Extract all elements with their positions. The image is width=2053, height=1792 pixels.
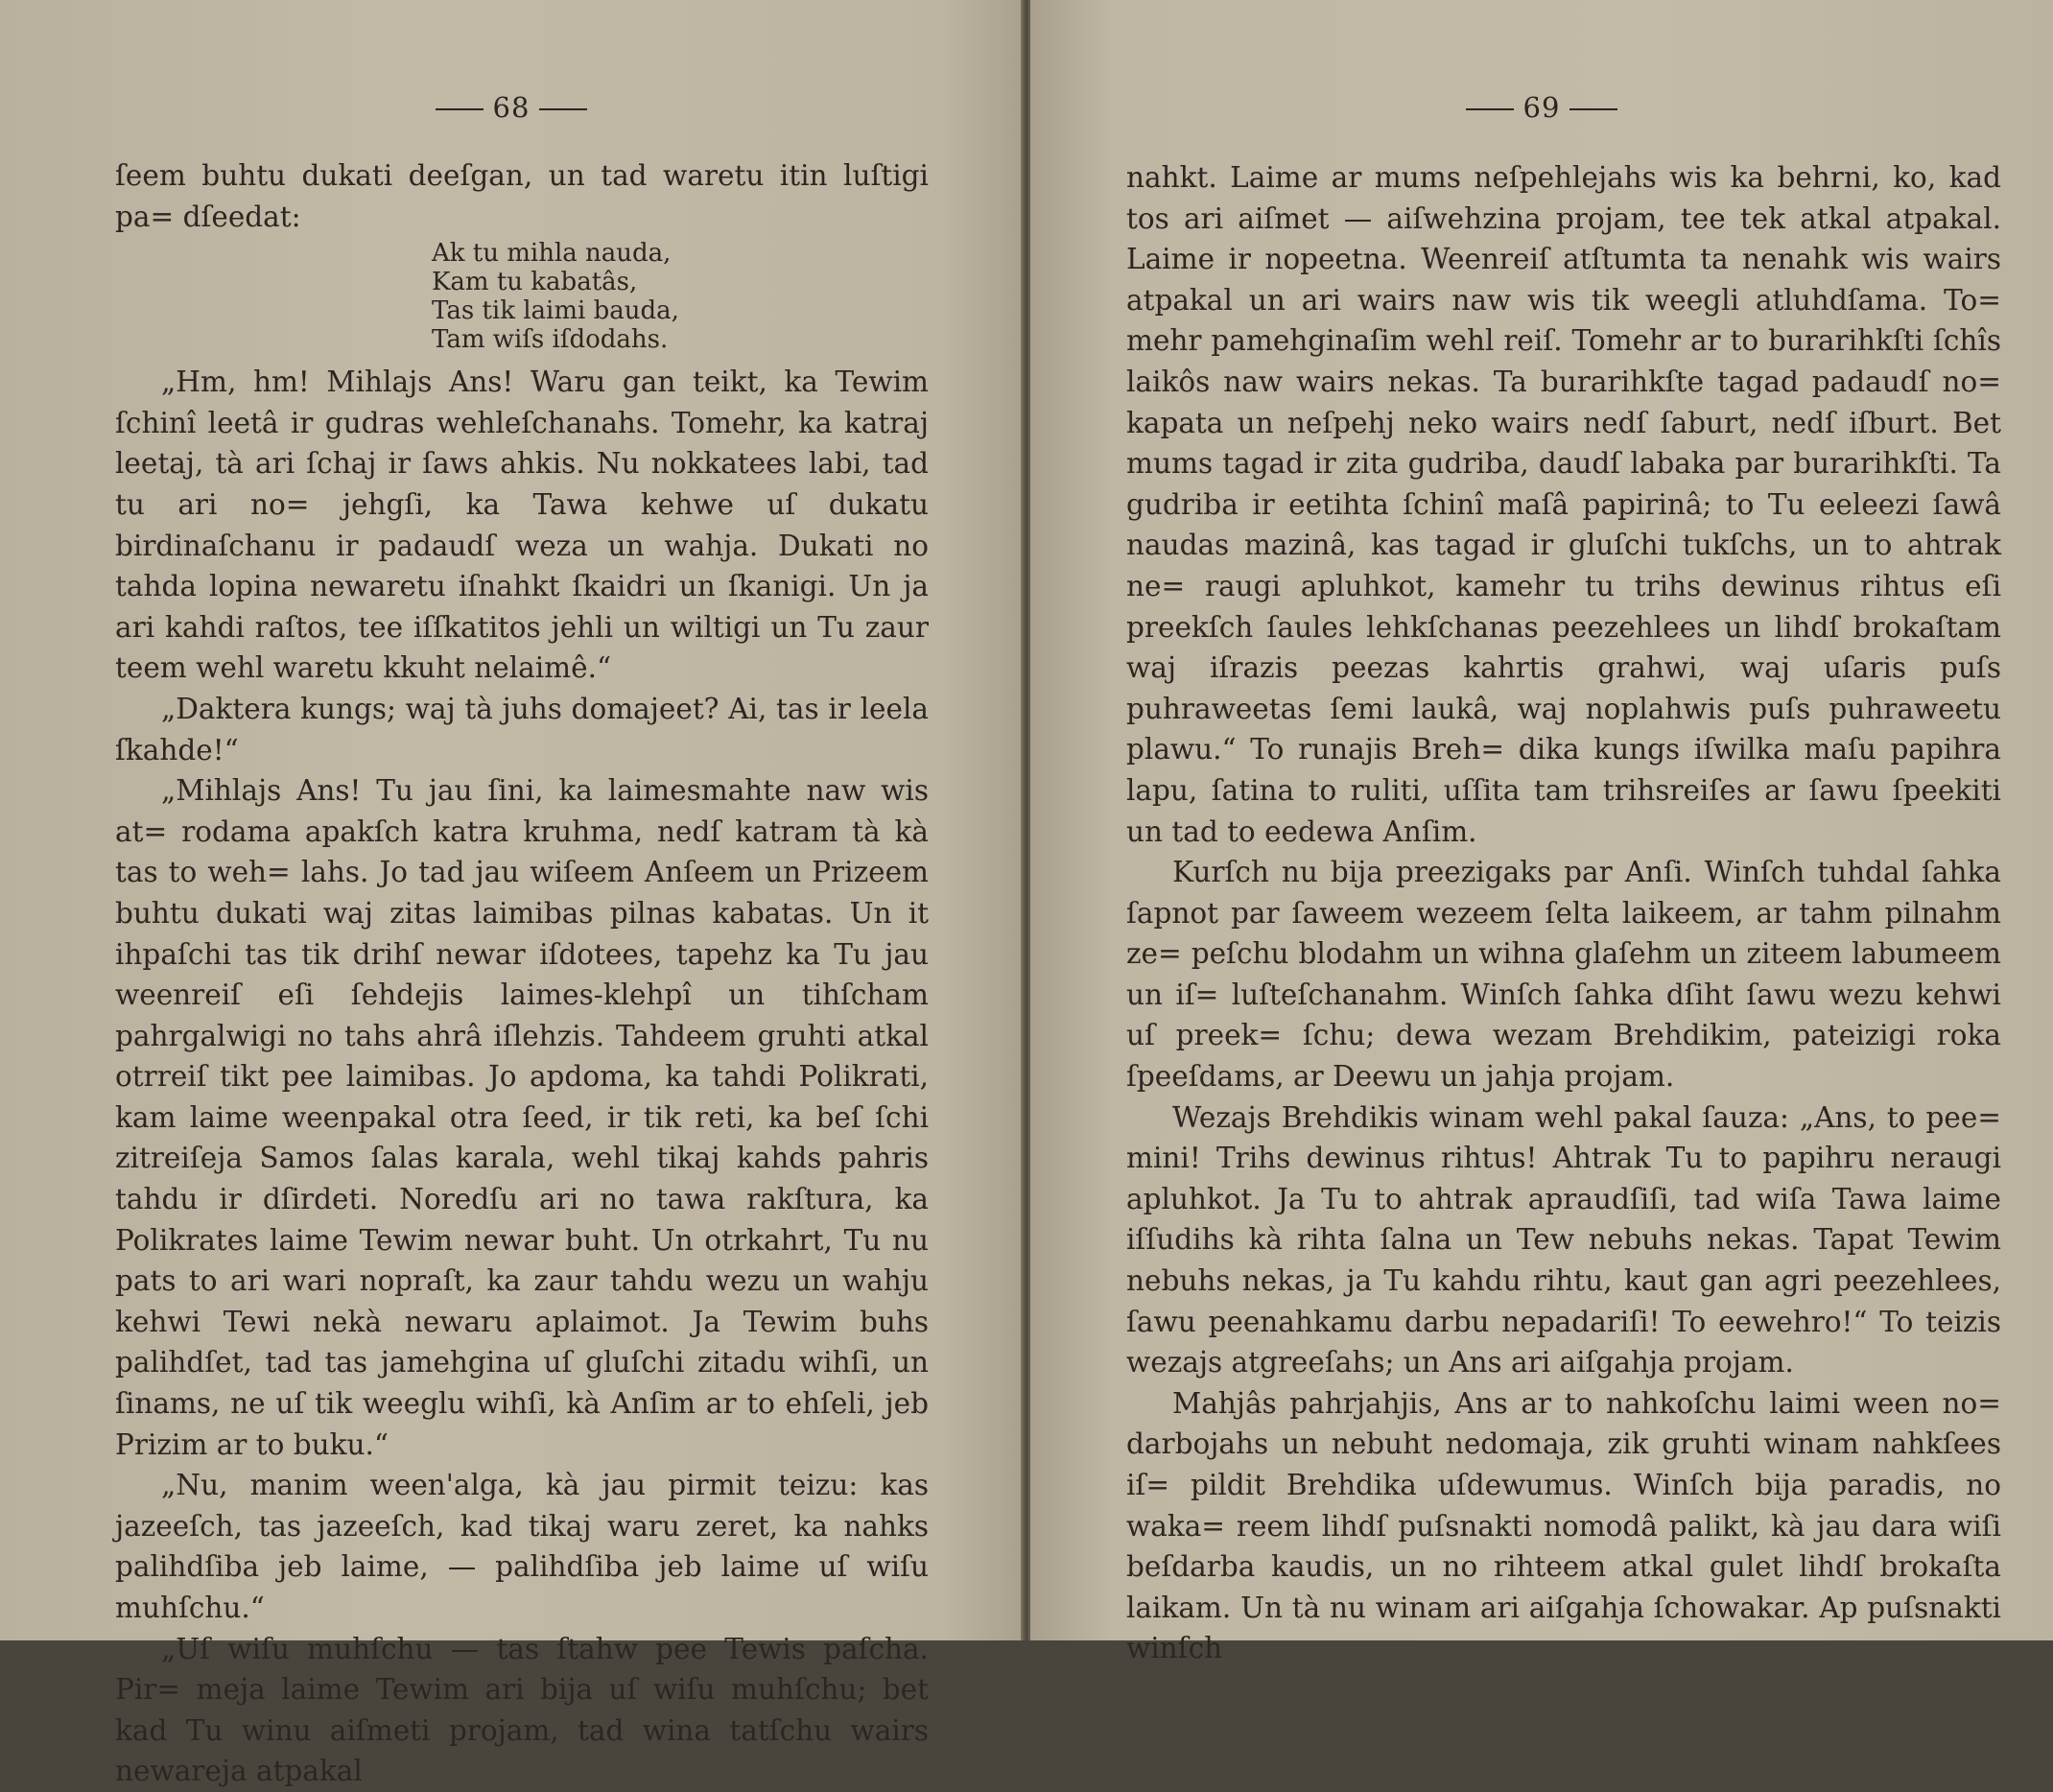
page-number-text: 68 (492, 91, 531, 124)
paragraph: Wezajs Brehdikis winam wehl pakal ſauza: „Ans, to pee= mini! Trihs dewinus rihtus! Ahtrak Tu to papihru neraugi apluhkot. Ja Tu to ahtrak apraudſiſi, tad wiſa Tawa laime iſſudihs kà rihta ſalna un Tew nebuhs nekas. Tapat Tewim nebuhs nekas, ja Tu kahdu rihtu, kaut gan agri peezehlees, ſawu peenahkamu darbu nepadariſi! To eewehro!“ To teizis wezajs atgreeſahs; un Ans ari aiſgahja projam. (1126, 1100, 2001, 1379)
paragraph: Mahjâs pahrjahjis, Ans ar to nahkoſchu laimi ween no= darbojahs un nebuht nedomaja, zik gruhti winam nahkſees iſ= pildit Brehdika uſdewumus. Winſch bija paradis, no waka= reem lihdſ puſsnakti nomodâ palikt, kà jau dara wiſi beſdarba kaudis, un no rihteem atkal gulet lihdſ brokaſta laikam. Un tà nu winam ari aiſgahja ſchowakar. Ap puſsnakti winſch (1126, 1386, 2001, 1665)
ornament-dash (1569, 108, 1617, 110)
paragraph: „Hm, hm! Mihlajs Ans! Waru gan teikt, ka Tewim ſchinî leetâ ir gudras wehleſchanahs. Tomehr, ka katraj leetaj, tà ari ſchaj ir ſaws ahkis. Nu nokkatees labi, tad tu ari no= jehgſi, ka Tawa kehwe uſ dukatu birdinaſchanu ir padaudſ weza un wahja. Dukati no tahda lopina newaretu iſnahkt ſkaidri un ſkanigi. Un ja ari kahdi raſtos, tee iſſkatitos jehli un wiltigi un Tu zaur teem wehl waretu kkuht nelaimê.“ (115, 365, 929, 685)
verse-block (115, 239, 929, 354)
right-page-text (1126, 157, 2001, 1669)
paragraph: „Uſ wiſu muhſchu — tas ſtahw pee Tewis paſcha. Pir= meja laime Tewim ari bija uſ wiſu muhſchu; bet kad Tu winu aiſmeti projam, tad wina tatſchu wairs newareja atpakal (115, 1632, 929, 1788)
right-page (1030, 0, 2053, 1665)
page-number-text: 69 (1522, 91, 1561, 124)
verse-line: Tas tik laimi bauda, (432, 296, 679, 326)
verse-line: Ak tu mihla nauda, (432, 239, 672, 269)
ornament-dash (1466, 108, 1514, 110)
paragraph: ſeem buhtu dukati deeſgan, un tad waretu itin luſtigi pa= dſeedat: (115, 159, 929, 233)
verse-line: Kam tu kabatâs, (432, 268, 638, 297)
page-number-right (1030, 91, 2053, 124)
left-page (0, 0, 1023, 1788)
paragraph: „Daktera kungs; waj tà juhs domajeet? Ai, tas ir leela ſkahde!“ (115, 692, 929, 766)
ornament-dash (539, 108, 587, 110)
paragraph: „Nu, manim ween'alga, kà jau pirmit teizu: kas jazeeſch, tas jazeeſch, kad tikaj waru zeret, ka nahks palihdſiba jeb laime, — palihdſiba jeb laime uſ wiſu muhſchu.“ (115, 1469, 929, 1624)
verse-line: Tam wiſs iſdodahs. (432, 325, 669, 355)
paragraph: Kurſch nu bija preezigaks par Anſi. Winſch tuhdal ſahka ſapnot par ſaweem wezeem ſelta laikeem, ar tahm pilnahm ze= peſchu blodahm un wihna glaſehm un ziteem labumeem un iſ= luſteſchanahm. Winſch ſahka dſiht ſawu wezu kehwi uſ preek= ſchu; dewa wezam Brehdikim, pateizigi roka ſpeeſdams, ar Deewu un jahja projam. (1126, 856, 2001, 1094)
page-number-left (0, 91, 1023, 124)
ornament-dash (436, 108, 484, 110)
left-page-text (115, 155, 929, 1792)
paragraph: „Mihlajs Ans! Tu jau ſini, ka laimesmahte naw wis at= rodama apakſch katra kruhma, nedſ katram tà kà tas to weh= lahs. Jo tad jau wiſeem Anſeem un Prizeem buhtu dukati waj zitas laimibas pilnas kabatas. Un it ihpaſchi tas tik drihſ newar iſdotees, tapehz ka Tu jau weenreiſ eſi ſehdejis laimes-klehpî un tihſcham pahrgalwigi no tahs ahrâ iſlehzis. Tahdeem gruhti atkal otrreiſ tikt pee laimibas. Jo apdoma, ka tahdi Polikrati, kam laime weenpakal otra ſeed, ir tik reti, ka beſ ſchi zitreiſeja Samos ſalas karala, wehl tikaj kahds pahris tahdu ir dſirdeti. Noredſu ari no tawa rakſtura, ka Polikrates laime Tewim newar buht. Un otrkahrt, Tu nu pats to ari wari nopraſt, ka zaur tahdu wezu un wahju kehwi Tewi nekà newaru aplaimot. Ja Tewim buhs palihdſet, tad tas jamehgina uſ gluſchi zitadu wihſi, un ſinams, ne uſ tik weeglu wihſi, kà Anſim ar to ehſeli, jeb Prizim ar to buku.“ (115, 774, 929, 1461)
paragraph: nahkt. Laime ar mums neſpehlejahs wis ka behrni, ko, kad tos ari aiſmet — aiſwehzina projam, tee tek atkal atpakal. Laime ir nopeetna. Weenreiſ atſtumta ta nenahk wis wairs atpakal un ari wairs naw wis tik weegli atluhdſama. To= mehr pamehginaſim wehl reiſ. Tomehr ar to burarihkſti ſchîs laikôs naw wairs nekas. Ta burarihkſte tagad padaudſ no= kapata un neſpehj neko wairs nedſ ſaburt, nedſ iſburt. Bet mums tagad ir zita gudriba, daudſ labaka par burarihkſti. Ta gudriba ir eetihta ſchinî maſâ papirinâ; to Tu eeleezi ſawâ naudas mazinâ, kas tagad ir gluſchi tukſchs, un to ahtrak ne= raugi apluhkot, kamehr tu trihs dewinus rihtus eſi preekſch ſaules lehkſchanas peezehlees un lihdſ brokaſtam waj iſrazis peezas kahrtis grahwi, waj uſaris puſs puhraweetas ſemi laukâ, waj noplahwis puſs puhraweetu plawu.“ To runajis Breh= dika kungs iſwilka maſu papihra lapu, ſatina to ruliti, uſſita tam trihsreiſes ar ſawu ſpeekiti un tad to eedewa Anſim. (1126, 161, 2001, 848)
